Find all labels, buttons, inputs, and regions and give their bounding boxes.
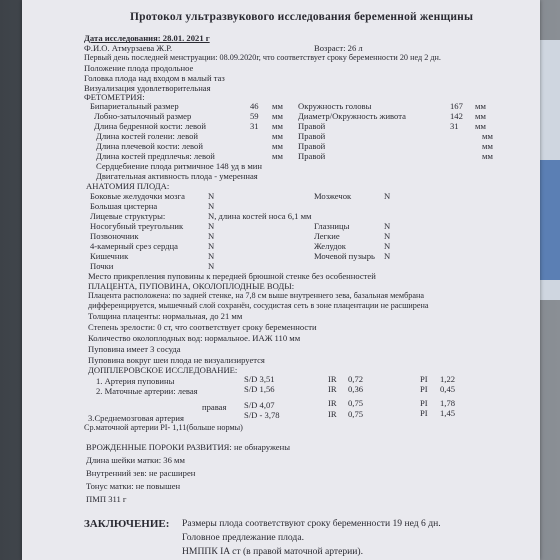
doppler-pi-label: PI (420, 384, 428, 394)
doppler-vessel: 1. Артерия пуповины (96, 376, 175, 386)
anatomy-value: N (208, 241, 215, 251)
doppler-sd: S/D 4,07 (244, 400, 275, 410)
fetometry-unit: мм (475, 101, 486, 111)
fetometry-unit: мм (272, 131, 283, 141)
cord-attachment: Место прикрепления пуповины к передней брюшной стенке без особенностей (88, 271, 376, 281)
fetometry-value: 142 (450, 111, 463, 121)
doppler-pi-value: 1,78 (440, 398, 456, 408)
anatomy-value: N (384, 191, 391, 201)
patient-age: Возраст: 26 л (314, 43, 363, 53)
anatomy-value: N (208, 221, 215, 231)
doppler-sd: S/D 3,51 (244, 374, 275, 384)
internal-os: Внутренний зев: не расширен (86, 468, 196, 478)
estimated-fetal-weight: ПМП 311 г (86, 494, 127, 504)
heartbeat: Сердцебиение плода ритмичное 148 уд в мин (96, 161, 262, 171)
fetometry-label: Правой (298, 131, 326, 141)
placenta-heading: ПЛАЦЕНТА, ПУПОВИНА, ОКОЛОПЛОДНЫЕ ВОДЫ: (88, 281, 295, 291)
conclusion-line-1: Размеры плода соответствуют сроку беременности 19 нед 6 дн. (182, 518, 441, 529)
anatomy-label: Кишечник (90, 251, 129, 261)
doppler-ir-label: IR (328, 384, 337, 394)
anatomy-label: Мозжечок (314, 191, 352, 201)
doppler-pi-label: PI (420, 374, 428, 384)
cord-vessels: Пуповина имеет 3 сосуда (88, 344, 181, 354)
doppler-vessel: 3.Среднемозговая артерия (88, 413, 184, 423)
anatomy-label: Глазницы (314, 221, 350, 231)
doppler-ir-value: 0,72 (348, 374, 364, 384)
fetometry-heading: ФЕТОМЕТРИЯ: (84, 92, 145, 102)
fetometry-unit: мм (475, 121, 486, 131)
anatomy-label: Лицевые структуры: (90, 211, 166, 221)
visualization: Визуализация удовлетворительная (84, 83, 211, 93)
doppler-ir-value: 0,75 (348, 398, 364, 408)
doppler-side: правая (202, 402, 227, 412)
doppler-ir-value: 0,36 (348, 384, 364, 394)
fetometry-value: 59 (250, 111, 259, 121)
fetometry-unit: мм (272, 141, 283, 151)
anatomy-label: Желудок (314, 241, 346, 251)
anatomy-value: N (384, 231, 391, 241)
placenta-location: Плацента расположена: по задней стенке, на 7,8 см выше внутреннего зева, базальная мембрана (88, 291, 424, 300)
fetal-activity: Двигательная активность плода - умеренная (96, 171, 258, 181)
doppler-pi-value: 0,45 (440, 384, 456, 394)
anatomy-label: Носогубный треугольник (90, 221, 184, 231)
anatomy-label: Позвоночник (90, 231, 139, 241)
anatomy-value: N (384, 251, 391, 261)
fetal-presentation: Головка плода над входом в малый таз (84, 73, 225, 83)
cord-around-neck: Пуповина вокруг шеи плода не визуализируется (88, 355, 265, 365)
conclusion-line-2: Головное предлежание плода. (182, 532, 304, 543)
doppler-ir-label: IR (328, 409, 337, 419)
fetometry-unit: мм (272, 151, 283, 161)
anatomy-value: N (384, 241, 391, 251)
anatomy-value: N (208, 261, 215, 271)
congenital-defects: ВРОЖДЕННЫЕ ПОРОКИ РАЗВИТИЯ: не обнаружены (86, 442, 290, 452)
last-menstruation: Первый день последней менструации: 08.09.2020г, что соответствует сроку беременности 20 нед 2 дн. (84, 53, 441, 62)
report-title: Протокол ультразвукового исследования беременной женщины (130, 11, 474, 23)
fetal-position: Положение плода продольное (84, 63, 194, 73)
fetometry-value: 167 (450, 101, 463, 111)
anatomy-value: N (208, 231, 215, 241)
fetometry-unit: мм (475, 111, 486, 121)
doppler-pi-label: PI (420, 398, 428, 408)
fetometry-value: 31 (250, 121, 259, 131)
fetometry-label: Правой (298, 121, 326, 131)
doppler-ir-label: IR (328, 374, 337, 384)
fetometry-label: Окружность головы (298, 101, 372, 111)
fetometry-unit: мм (482, 151, 493, 161)
fetometry-label: Диаметр/Окружность живота (298, 111, 406, 121)
doppler-ir-label: IR (328, 398, 337, 408)
anatomy-label: Мочевой пузырь (314, 251, 375, 261)
patient-name: Ф.И.О. Атмурзаева Ж.Р. (84, 43, 173, 53)
anatomy-value: N (208, 191, 215, 201)
anatomy-label: Боковые желудочки мозга (90, 191, 185, 201)
placenta-thickness: Толщина плаценты: нормальная, до 21 мм (88, 311, 243, 321)
anatomy-value: N (384, 221, 391, 231)
fetometry-label: Длина плечевой кости: левой (96, 141, 203, 151)
fetometry-label: Длина бедренной кости: левой (94, 121, 206, 131)
cervix-length: Длина шейки матки: 36 мм (86, 455, 185, 465)
doppler-ir-value: 0,75 (348, 409, 364, 419)
doppler-pi-value: 1,22 (440, 374, 456, 384)
uterine-tone: Тонус матки: не повышен (86, 481, 181, 491)
anatomy-label: Большая цистерна (90, 201, 158, 211)
conclusion-line-3: НМППК IA ст (в правой маточной артерии). (182, 546, 364, 557)
amniotic-fluid: Количество околоплодных вод: нормальное. ИАЖ 110 мм (88, 333, 301, 343)
doppler-pi-value: 1,45 (440, 408, 456, 418)
doppler-sd: S/D 1,56 (244, 384, 275, 394)
ultrasound-report-page (22, 0, 540, 560)
fetometry-unit: мм (482, 141, 493, 151)
doppler-heading: ДОППЛЕРОВСКОЕ ИССЛЕДОВАНИЕ: (88, 365, 238, 375)
placenta-maturity: Степень зрелости: 0 ст, что соответствует сроку беременности (88, 322, 317, 332)
fetometry-value: 46 (250, 101, 259, 111)
placenta-location-cont: дифференцируется, мышечный слой сохранён, сосудистая сеть в зоне плацентации не расширена (88, 301, 429, 310)
doppler-pi-label: PI (420, 408, 428, 418)
exam-date: Дата исследования: 28.01. 2021 г (84, 33, 210, 43)
fetometry-label: Длина костей голени: левой (96, 131, 199, 141)
fetometry-label: Правой (298, 151, 326, 161)
anatomy-heading: АНАТОМИЯ ПЛОДА: (86, 181, 170, 191)
anatomy-label: Легкие (314, 231, 340, 241)
anatomy-value: N, длина костей носа 6,1 мм (208, 211, 312, 221)
fetometry-label: Правой (298, 141, 326, 151)
fetometry-label: Длина костей предплечья: левой (96, 151, 215, 161)
conclusion-label: ЗАКЛЮЧЕНИЕ: (84, 518, 170, 530)
anatomy-label: Почки (90, 261, 114, 271)
fetometry-unit: мм (272, 101, 283, 111)
anatomy-label: 4-камерный срез сердца (90, 241, 178, 251)
uterine-artery-note: Ср.маточной артерии PI- 1,11(больше нормы) (84, 423, 243, 432)
fetometry-value: 31 (450, 121, 459, 131)
anatomy-value: N (208, 251, 215, 261)
doppler-vessel: 2. Маточные артерии: левая (96, 386, 198, 396)
fetometry-unit: мм (482, 131, 493, 141)
fetometry-unit: мм (272, 111, 283, 121)
fetometry-label: Бипариетальный размер (90, 101, 179, 111)
fetometry-label: Лобно-затылочный размер (94, 111, 192, 121)
anatomy-value: N (208, 201, 215, 211)
fetometry-unit: мм (272, 121, 283, 131)
doppler-sd: S/D - 3,78 (244, 410, 280, 420)
